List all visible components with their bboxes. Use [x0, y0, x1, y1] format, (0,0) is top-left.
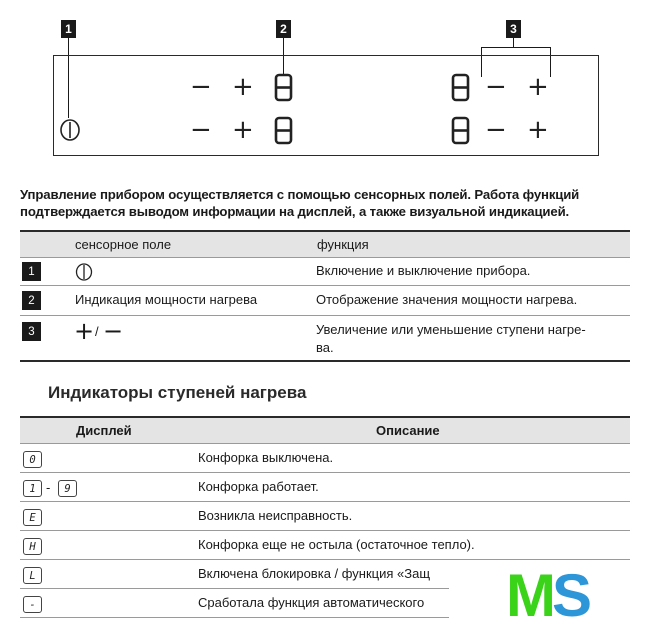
row-touch-field-separator: /: [95, 324, 99, 339]
minus-button-right-top[interactable]: −: [485, 72, 507, 102]
row-touch-field: Индикация мощности нагрева: [75, 292, 258, 307]
plus-icon: +: [74, 317, 95, 345]
table-row: [20, 258, 630, 286]
row-function: Включение и выключение прибора.: [316, 263, 531, 278]
row-description: Конфорка работает.: [198, 479, 319, 494]
plus-button-left-bottom[interactable]: +: [232, 115, 254, 145]
row-function: Отображение значения мощности нагрева.: [316, 292, 578, 307]
ms-logo: [506, 562, 589, 629]
display-symbol-icon: 9: [58, 480, 77, 497]
table-header-row: [20, 416, 630, 444]
display-symbol-icon: 1: [23, 480, 42, 497]
header-touch-field: сенсорное поле: [75, 237, 172, 252]
logo-letter-s: S: [551, 562, 589, 629]
display-symbol-icon: E: [23, 509, 42, 526]
table-row: [20, 473, 630, 502]
row-number-badge: 2: [22, 291, 41, 310]
intro-paragraph: Управление прибором осуществляется с помощью сенсорных полей. Работа функций подтверждается выводом информации на дисплей, а также визуальной индикацией.: [20, 187, 580, 219]
display-symbol-icon: L: [23, 567, 42, 584]
header-function: функция: [317, 237, 369, 252]
minus-button-right-bottom[interactable]: −: [485, 115, 507, 145]
table-row: [20, 316, 630, 362]
row-description: Возникла неисправность.: [198, 508, 353, 523]
row-function: Увеличение или уменьшение ступени нагре- ва.: [316, 322, 586, 355]
seven-segment-display-left-bottom: [273, 116, 295, 146]
logo-letter-m: M: [506, 562, 552, 629]
plus-button-right-top[interactable]: +: [527, 72, 549, 102]
plus-button-right-bottom[interactable]: +: [527, 115, 549, 145]
table-row: [20, 444, 630, 473]
seven-segment-display-left-top: [273, 73, 295, 103]
table-row: [20, 531, 630, 560]
plus-button-left-top[interactable]: +: [232, 72, 254, 102]
minus-icon: −: [103, 317, 124, 345]
row-number-badge: 1: [22, 262, 41, 281]
minus-button-left-bottom[interactable]: −: [190, 115, 212, 145]
display-range-separator: -: [46, 480, 51, 495]
table-row: [20, 286, 630, 316]
row-description: Сработала функция автоматического: [198, 595, 425, 610]
control-panel: [53, 55, 599, 156]
header-description: Описание: [376, 423, 440, 438]
display-symbol-icon: 0: [23, 451, 42, 468]
row-number-badge: 3: [22, 322, 41, 341]
seven-segment-display-right-top: [450, 73, 472, 103]
seven-segment-display-right-bottom: [450, 116, 472, 146]
power-icon: [74, 262, 94, 282]
row-description: Включена блокировка / функция «Защ: [198, 566, 431, 581]
callout-badge-3: 3: [506, 20, 521, 38]
minus-button-left-top[interactable]: −: [190, 72, 212, 102]
display-symbol-icon: -: [23, 596, 42, 613]
row-description: Конфорка еще не остыла (остаточное тепло).: [198, 537, 475, 552]
row-description: Конфорка выключена.: [198, 450, 334, 465]
callout-badge-1: 1: [61, 20, 76, 38]
display-symbol-icon: H: [23, 538, 42, 555]
callout-badge-2: 2: [276, 20, 291, 38]
table-row: [20, 502, 630, 531]
callout-bracket-3: [481, 47, 551, 48]
power-icon[interactable]: [58, 118, 82, 142]
table-header-row: [20, 230, 630, 258]
header-display: Дисплей: [76, 423, 132, 438]
section-heading: Индикаторы ступеней нагрева: [48, 383, 307, 402]
